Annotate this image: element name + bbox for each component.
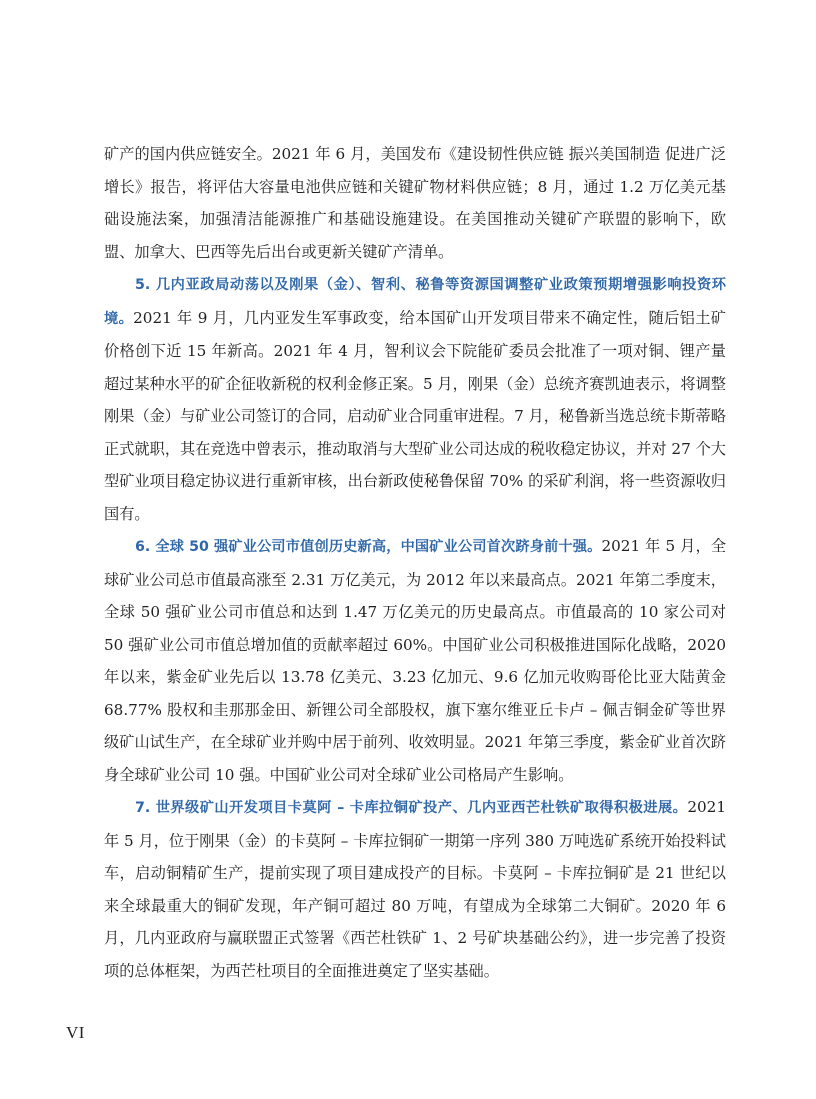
paragraph-continuation (104, 138, 726, 268)
paragraph-text: 矿产的国内供应链安全。2021 年 6 月，美国发布《建设韧性供应链 振兴美国制造 促进广泛增长》报告，将评估大容量电池供应链和关键矿物材料供应链；8 月，通过 1.2 万亿美元基础设施法案，加强清洁能源推广和基础设施建设。在美国推动关键矿产联盟的影响下，欧盟、加拿大、巴西等先后出台或更新关键矿产清单。 (104, 145, 726, 261)
paragraph-heading: 7. 世界级矿山开发项目卡莫阿 – 卡库拉铜矿投产、几内亚西芒杜铁矿取得积极进展。 (135, 800, 688, 816)
paragraph-7 (104, 791, 726, 987)
body-text (104, 138, 726, 987)
paragraph-heading: 6. 全球 50 强矿业公司市值创历史新高，中国矿业公司首次跻身前十强。 (135, 539, 602, 555)
paragraph-heading: 5. 几内亚政局动荡以及刚果（金）、智利、秘鲁等资源国调整矿业政策预期增强影响投资环境。 (104, 277, 726, 327)
paragraph-5 (104, 268, 726, 530)
paragraph-text: 2021 年 9 月，几内亚发生军事政变，给本国矿山开发项目带来不确定性，随后铝土矿价格创下近 15 年新高。2021 年 4 月，智利议会下院能矿委员会批准了一项对铜、锂产量超过某种水平的矿企征收新税的权利金修正案。5 月，刚果（金）总统齐赛凯迪表示，将调整刚果（金）与矿业公司签订的合同，启动矿业合同重审进程。7 月，秘鲁新当选总统卡斯蒂略正式就职，其在竞选中曾表示，推动取消与大型矿业公司达成的税收稳定协议，并对 27 个大型矿业项目稳定协议进行重新审核，出台新政使秘鲁保留 70% 的采矿利润，将一些资源收归国有。 (104, 308, 726, 523)
paragraph-text: 2021 年 5 月，全球矿业公司总市值最高涨至 2.31 万亿美元，为 2012 年以来最高点。2021 年第二季度末，全球 50 强矿业公司市值总和达到 1.47 万亿美元的历史最高点。市值最高的 10 家公司对 50 强矿业公司市值总增加值的贡献率超过 60%。中国矿业公司积极推进国际化战略，2020 年以来，紫金矿业先后以 13.78 亿美元、3.23 亿加元、9.6 亿加元收购哥伦比亚大陆黄金 68.77% 股权和圭那那金田、新锂公司全部股权，旗下塞尔维亚丘卡卢 – 佩吉铜金矿等世界级矿山试生产，在全球矿业并购中居于前列、收效明显。2021 年第三季度，紫金矿业首次跻身全球矿业公司 10 强。中国矿业公司对全球矿业公司格局产生影响。 (104, 537, 727, 784)
paragraph-text: 2021 年 5 月，位于刚果（金）的卡莫阿 – 卡库拉铜矿一期第一序列 380 万吨选矿系统开始投料试车，启动铜精矿生产，提前实现了项目建成投产的目标。卡莫阿 – 卡库拉铜矿是 21 世纪以来全球最重大的铜矿发现，年产铜可超过 80 万吨，有望成为全球第二大铜矿。2020 年 6 月，几内亚政府与赢联盟正式签署《西芒杜铁矿 1、2 号矿块基础公约》，进一步完善了投资项的总体框架，为西芒杜项目的全面推进奠定了坚实基础。 (104, 798, 726, 980)
paragraph-6 (104, 530, 726, 791)
page-number: VI (66, 1023, 85, 1042)
